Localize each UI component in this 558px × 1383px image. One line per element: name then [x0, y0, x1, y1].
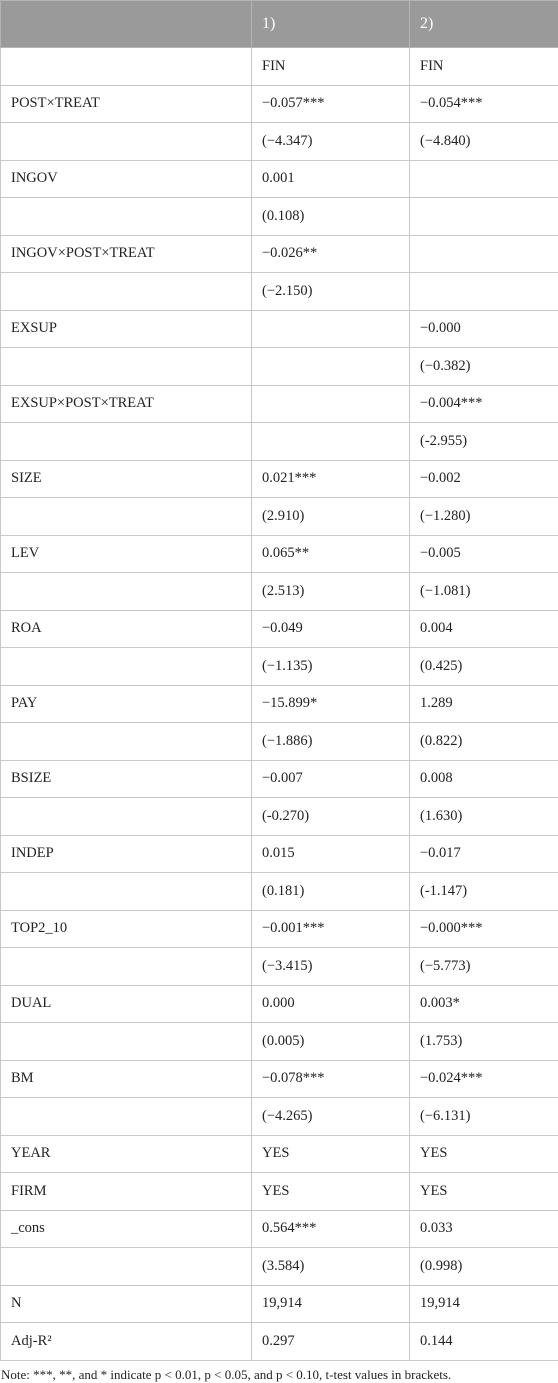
model-2-value: [410, 235, 558, 273]
table-row: [1, 1135, 558, 1173]
model-1-value: −0.001***: [252, 910, 410, 948]
row-label: FIRM: [1, 1173, 252, 1211]
model-1-value: −0.057***: [252, 85, 410, 123]
row-label: PAY: [1, 685, 252, 723]
model-1-value: (0.005): [252, 1023, 410, 1061]
row-label: [1, 948, 252, 986]
row-label: LEV: [1, 535, 252, 573]
row-label: [1, 798, 252, 836]
row-label: BSIZE: [1, 760, 252, 798]
model-2-value: (0.822): [410, 723, 558, 761]
model-1-value: (−1.135): [252, 648, 410, 686]
table-row: [1, 985, 558, 1023]
row-label: YEAR: [1, 1135, 252, 1173]
model-2-value: −0.000***: [410, 910, 558, 948]
model-1-value: (−3.415): [252, 948, 410, 986]
model-2-value: 1.289: [410, 685, 558, 723]
table-row: [1, 835, 558, 873]
model-2-value: 0.004: [410, 610, 558, 648]
row-label: _cons: [1, 1210, 252, 1248]
model-1-value: 0.021***: [252, 460, 410, 498]
model-2-value: −0.002: [410, 460, 558, 498]
header-cell-model-1: 1): [252, 1, 410, 48]
table-row: [1, 198, 558, 236]
model-1-value: (−4.347): [252, 123, 410, 161]
table-row: [1, 48, 558, 86]
row-label: [1, 723, 252, 761]
row-label: [1, 873, 252, 911]
row-label: EXSUP×POST×TREAT: [1, 385, 252, 423]
model-1-value: (−1.886): [252, 723, 410, 761]
model-1-value: 19,914: [252, 1285, 410, 1323]
model-1-value: YES: [252, 1173, 410, 1211]
model-2-value: YES: [410, 1135, 558, 1173]
model-1-value: [252, 310, 410, 348]
row-label: [1, 198, 252, 236]
model-1-value: (−2.150): [252, 273, 410, 311]
table-row: [1, 1285, 558, 1323]
header-cell-variable: [1, 1, 252, 48]
model-2-value: (1.753): [410, 1023, 558, 1061]
row-label: [1, 123, 252, 161]
model-1-value: [252, 423, 410, 461]
model-2-value: [410, 273, 558, 311]
table-row: [1, 235, 558, 273]
model-2-value: [410, 160, 558, 198]
table-body: [1, 48, 558, 1361]
model-1-value: 0.015: [252, 835, 410, 873]
model-1-value: −0.078***: [252, 1060, 410, 1098]
model-1-value: 0.297: [252, 1323, 410, 1361]
model-2-value: −0.000: [410, 310, 558, 348]
table-row: [1, 610, 558, 648]
table-row: [1, 460, 558, 498]
row-label: [1, 1098, 252, 1136]
model-2-value: [410, 198, 558, 236]
model-1-value: YES: [252, 1135, 410, 1173]
row-label: EXSUP: [1, 310, 252, 348]
table-row: [1, 1323, 558, 1361]
model-1-value: 0.564***: [252, 1210, 410, 1248]
table-row: [1, 348, 558, 386]
table-row: [1, 160, 558, 198]
row-label: N: [1, 1285, 252, 1323]
table-row: [1, 798, 558, 836]
row-label: INGOV: [1, 160, 252, 198]
model-2-value: FIN: [410, 48, 558, 86]
model-1-value: −15.899*: [252, 685, 410, 723]
model-2-value: −0.054***: [410, 85, 558, 123]
table-row: [1, 273, 558, 311]
row-label: POST×TREAT: [1, 85, 252, 123]
table-row: [1, 573, 558, 611]
table-row: [1, 760, 558, 798]
table-row: [1, 1060, 558, 1098]
table-row: [1, 1210, 558, 1248]
model-1-value: −0.007: [252, 760, 410, 798]
model-1-value: (0.108): [252, 198, 410, 236]
row-label: [1, 1248, 252, 1286]
model-2-value: 0.008: [410, 760, 558, 798]
table-row: [1, 948, 558, 986]
model-2-value: 19,914: [410, 1285, 558, 1323]
row-label: [1, 498, 252, 536]
model-2-value: (−5.773): [410, 948, 558, 986]
model-1-value: FIN: [252, 48, 410, 86]
row-label: BM: [1, 1060, 252, 1098]
model-2-value: −0.004***: [410, 385, 558, 423]
model-1-value: (2.910): [252, 498, 410, 536]
table-row: [1, 1098, 558, 1136]
model-2-value: 0.144: [410, 1323, 558, 1361]
model-2-value: (−1.280): [410, 498, 558, 536]
table-row: [1, 873, 558, 911]
model-1-value: 0.000: [252, 985, 410, 1023]
row-label: INDEP: [1, 835, 252, 873]
table-row: [1, 1248, 558, 1286]
model-2-value: 0.003*: [410, 985, 558, 1023]
model-2-value: (0.425): [410, 648, 558, 686]
row-label: ROA: [1, 610, 252, 648]
table-row: [1, 1173, 558, 1211]
table-row: [1, 685, 558, 723]
row-label: [1, 348, 252, 386]
model-1-value: (0.181): [252, 873, 410, 911]
model-2-value: (−6.131): [410, 1098, 558, 1136]
table-row: [1, 385, 558, 423]
table-row: [1, 85, 558, 123]
model-2-value: (0.998): [410, 1248, 558, 1286]
table-note: Note: ***, **, and * indicate p < 0.01, p < 0.05, and p < 0.10, t-test values in brackets.: [1, 1366, 452, 1382]
header-row: [1, 1, 558, 48]
model-1-value: [252, 385, 410, 423]
model-2-value: (-2.955): [410, 423, 558, 461]
row-label: [1, 273, 252, 311]
model-1-value: (3.584): [252, 1248, 410, 1286]
model-2-value: (1.630): [410, 798, 558, 836]
model-2-value: (−0.382): [410, 348, 558, 386]
model-1-value: 0.065**: [252, 535, 410, 573]
model-2-value: (−4.840): [410, 123, 558, 161]
table-row: [1, 723, 558, 761]
row-label: [1, 423, 252, 461]
row-label: SIZE: [1, 460, 252, 498]
table-row: [1, 310, 558, 348]
header-cell-model-2: 2): [410, 1, 558, 48]
model-2-value: −0.017: [410, 835, 558, 873]
model-2-value: (−1.081): [410, 573, 558, 611]
row-label: INGOV×POST×TREAT: [1, 235, 252, 273]
model-2-value: −0.024***: [410, 1060, 558, 1098]
row-label: [1, 1023, 252, 1061]
row-label: [1, 648, 252, 686]
model-1-value: (-0.270): [252, 798, 410, 836]
table-header: [1, 1, 558, 48]
row-label: [1, 573, 252, 611]
table-row: [1, 535, 558, 573]
model-2-value: YES: [410, 1173, 558, 1211]
row-label: TOP2_10: [1, 910, 252, 948]
model-1-value: −0.026**: [252, 235, 410, 273]
table-row: [1, 423, 558, 461]
table-row: [1, 498, 558, 536]
table-row: [1, 648, 558, 686]
model-1-value: −0.049: [252, 610, 410, 648]
row-label: DUAL: [1, 985, 252, 1023]
table-row: [1, 1023, 558, 1061]
model-2-value: −0.005: [410, 535, 558, 573]
model-1-value: [252, 348, 410, 386]
model-1-value: (−4.265): [252, 1098, 410, 1136]
model-1-value: (2.513): [252, 573, 410, 611]
table-row: [1, 123, 558, 161]
model-2-value: (-1.147): [410, 873, 558, 911]
row-label: Adj-R²: [1, 1323, 252, 1361]
row-label: [1, 48, 252, 86]
model-1-value: 0.001: [252, 160, 410, 198]
table-row: [1, 910, 558, 948]
model-2-value: 0.033: [410, 1210, 558, 1248]
